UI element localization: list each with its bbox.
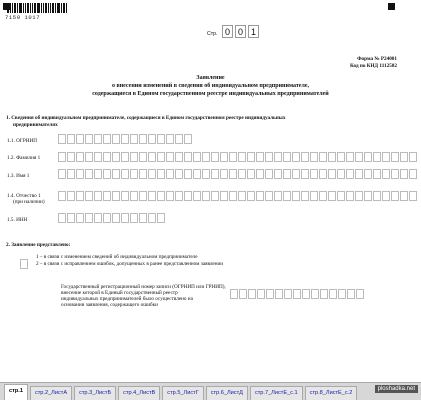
regnum-label-line2: внесение которой в Единый государственный реестр	[61, 290, 178, 296]
inn-input[interactable]	[58, 213, 166, 223]
input-cell[interactable]	[409, 152, 417, 162]
input-cell[interactable]	[247, 191, 255, 201]
input-cell[interactable]	[284, 289, 292, 299]
input-cell[interactable]	[148, 169, 156, 179]
input-cell[interactable]	[248, 289, 256, 299]
input-cell[interactable]	[265, 152, 273, 162]
input-cell[interactable]	[229, 152, 237, 162]
input-cell[interactable]	[166, 134, 174, 144]
input-cell[interactable]	[157, 134, 165, 144]
page-digit: 0	[235, 25, 246, 38]
input-cell[interactable]	[85, 152, 93, 162]
input-cell[interactable]	[220, 169, 228, 179]
input-cell[interactable]	[337, 191, 345, 201]
tab-page5-sheet-g[interactable]: стр.5_ЛистГ	[162, 386, 203, 400]
input-cell[interactable]	[130, 169, 138, 179]
input-cell[interactable]	[283, 169, 291, 179]
tab-page7-sheet-e1[interactable]: стр.7_ЛистЕ_с.1	[250, 386, 303, 400]
barcode-bar	[17, 3, 18, 13]
page-number-cells	[222, 25, 261, 38]
knd-code: Код по КНД 1112502	[350, 63, 397, 69]
input-cell[interactable]	[373, 169, 381, 179]
input-cell[interactable]	[94, 191, 102, 201]
input-cell[interactable]	[175, 134, 183, 144]
input-cell[interactable]	[238, 191, 246, 201]
input-cell[interactable]	[85, 134, 93, 144]
input-cell[interactable]	[391, 191, 399, 201]
input-cell[interactable]	[292, 152, 300, 162]
input-cell[interactable]	[292, 169, 300, 179]
regnum-label: Государственный регистрационный номер записи (ОГРНИП или ГРНИП),	[61, 284, 226, 290]
barcode-bar	[43, 3, 44, 13]
input-cell[interactable]	[67, 213, 75, 223]
input-cell[interactable]	[202, 169, 210, 179]
input-cell[interactable]	[103, 152, 111, 162]
input-cell[interactable]	[139, 169, 147, 179]
input-cell[interactable]	[266, 289, 274, 299]
input-cell[interactable]	[328, 152, 336, 162]
input-cell[interactable]	[265, 191, 273, 201]
barcode-bar	[12, 3, 13, 13]
input-cell[interactable]	[400, 169, 408, 179]
input-cell[interactable]	[184, 152, 192, 162]
field-label-surname: 1.2. Фамилия 1	[7, 155, 41, 161]
field-label-patronymic: 1.4. Отчество 1	[7, 193, 41, 199]
input-cell[interactable]	[400, 152, 408, 162]
input-cell[interactable]	[157, 191, 165, 201]
input-cell[interactable]	[391, 152, 399, 162]
input-cell[interactable]	[274, 191, 282, 201]
input-cell[interactable]	[130, 134, 138, 144]
barcode-bar	[14, 3, 16, 13]
barcode-bar	[41, 3, 42, 13]
input-cell[interactable]	[247, 152, 255, 162]
barcode-bar	[25, 3, 26, 13]
input-cell[interactable]	[274, 152, 282, 162]
input-cell[interactable]	[355, 191, 363, 201]
input-cell[interactable]	[346, 169, 354, 179]
input-cell[interactable]	[184, 134, 192, 144]
input-cell[interactable]	[58, 169, 66, 179]
input-cell[interactable]	[94, 152, 102, 162]
input-cell[interactable]	[400, 191, 408, 201]
input-cell[interactable]	[121, 152, 129, 162]
input-cell[interactable]	[58, 213, 66, 223]
page-digit: 0	[222, 25, 233, 38]
input-cell[interactable]	[67, 134, 75, 144]
input-cell[interactable]	[193, 169, 201, 179]
input-cell[interactable]	[229, 191, 237, 201]
input-cell[interactable]	[130, 191, 138, 201]
input-cell[interactable]	[301, 169, 309, 179]
input-cell[interactable]	[139, 134, 147, 144]
tab-page3-sheet-b[interactable]: стр.3_ЛистБ	[74, 386, 116, 400]
input-cell[interactable]	[220, 152, 228, 162]
input-cell[interactable]	[20, 259, 28, 269]
input-cell[interactable]	[148, 152, 156, 162]
input-cell[interactable]	[328, 169, 336, 179]
input-cell[interactable]	[121, 191, 129, 201]
input-cell[interactable]	[112, 152, 120, 162]
input-cell[interactable]	[256, 169, 264, 179]
input-cell[interactable]	[329, 289, 337, 299]
input-cell[interactable]	[283, 191, 291, 201]
input-cell[interactable]	[230, 289, 238, 299]
ogrnip-input[interactable]	[58, 134, 193, 144]
input-cell[interactable]	[193, 152, 201, 162]
option-2-text: 2 – в связи с исправлением ошибок, допущенных в ранее представленном заявлении	[36, 261, 224, 267]
input-cell[interactable]	[319, 191, 327, 201]
barcode-bar	[66, 3, 67, 13]
input-cell[interactable]	[257, 289, 265, 299]
input-cell[interactable]	[320, 289, 328, 299]
input-cell[interactable]	[274, 169, 282, 179]
barcode-bar	[32, 3, 33, 13]
barcode-number: 7150 1017	[5, 14, 41, 21]
input-cell[interactable]	[302, 289, 310, 299]
barcode-bar	[45, 3, 47, 13]
input-cell[interactable]	[355, 152, 363, 162]
input-cell[interactable]	[148, 134, 156, 144]
input-cell[interactable]	[202, 152, 210, 162]
tab-page4-sheet-v[interactable]: стр.4_ЛистВ	[118, 386, 160, 400]
input-cell[interactable]	[67, 152, 75, 162]
input-cell[interactable]	[94, 134, 102, 144]
input-cell[interactable]	[94, 169, 102, 179]
input-cell[interactable]	[184, 191, 192, 201]
input-cell[interactable]	[247, 169, 255, 179]
input-cell[interactable]	[58, 152, 66, 162]
tab-page1[interactable]: стр.1	[4, 384, 28, 400]
input-cell[interactable]	[346, 191, 354, 201]
input-cell[interactable]	[76, 213, 84, 223]
barcode	[7, 3, 68, 13]
input-cell[interactable]	[364, 169, 372, 179]
input-cell[interactable]	[112, 169, 120, 179]
input-cell[interactable]	[157, 152, 165, 162]
corner-marker-top-left	[3, 3, 10, 10]
reason-code-input[interactable]	[20, 259, 29, 269]
tab-page8-sheet-e2[interactable]: стр.8_ЛистЕ_с.2	[305, 386, 358, 400]
input-cell[interactable]	[292, 191, 300, 201]
input-cell[interactable]	[347, 289, 355, 299]
tab-page2-sheet-a[interactable]: стр.2_ЛистА	[30, 386, 72, 400]
section1-heading: 1. Сведения об индивидуальном предпринимателе, содержащиеся в Едином государственном реестре индивидуальных	[6, 115, 286, 121]
input-cell[interactable]	[139, 152, 147, 162]
input-cell[interactable]	[409, 191, 417, 201]
input-cell[interactable]	[328, 191, 336, 201]
input-cell[interactable]	[355, 169, 363, 179]
input-cell[interactable]	[175, 169, 183, 179]
input-cell[interactable]	[148, 191, 156, 201]
input-cell[interactable]	[76, 134, 84, 144]
input-cell[interactable]	[67, 191, 75, 201]
field-label-inn: 1.5. ИНН	[7, 217, 28, 223]
input-cell[interactable]	[76, 169, 84, 179]
input-cell[interactable]	[76, 152, 84, 162]
regnum-label-line3: индивидуальных предпринимателей было осуществлено на	[61, 296, 193, 302]
input-cell[interactable]	[157, 213, 165, 223]
input-cell[interactable]	[310, 169, 318, 179]
input-cell[interactable]	[211, 191, 219, 201]
input-cell[interactable]	[85, 213, 93, 223]
input-cell[interactable]	[220, 191, 228, 201]
input-cell[interactable]	[301, 191, 309, 201]
input-cell[interactable]	[337, 169, 345, 179]
input-cell[interactable]	[265, 169, 273, 179]
input-cell[interactable]	[139, 213, 147, 223]
input-cell[interactable]	[310, 191, 318, 201]
input-cell[interactable]	[238, 169, 246, 179]
option-1-text: 1 – в связи с изменением сведений об индивидуальном предпринимателе	[36, 254, 198, 260]
input-cell[interactable]	[382, 152, 390, 162]
barcode-bar	[57, 3, 60, 13]
input-cell[interactable]	[130, 152, 138, 162]
input-cell[interactable]	[184, 169, 192, 179]
input-cell[interactable]	[409, 169, 417, 179]
input-cell[interactable]	[166, 191, 174, 201]
sheet-tabs	[0, 382, 421, 400]
tab-page6-sheet-d[interactable]: стр.6_ЛистД	[206, 386, 248, 400]
input-cell[interactable]	[346, 152, 354, 162]
input-cell[interactable]	[121, 169, 129, 179]
input-cell[interactable]	[76, 191, 84, 201]
input-cell[interactable]	[175, 191, 183, 201]
watermark: ploshadka.net	[375, 385, 418, 393]
input-cell[interactable]	[166, 152, 174, 162]
input-cell[interactable]	[382, 169, 390, 179]
input-cell[interactable]	[356, 289, 364, 299]
input-cell[interactable]	[283, 152, 291, 162]
field-sublabel-patronymic: (при наличии)	[13, 199, 45, 205]
barcode-bar	[55, 3, 56, 13]
regnum-input[interactable]	[230, 289, 365, 299]
input-cell[interactable]	[301, 152, 309, 162]
barcode-bar	[34, 3, 36, 13]
input-cell[interactable]	[58, 134, 66, 144]
barcode-bar	[10, 3, 11, 13]
barcode-bar	[19, 3, 22, 13]
input-cell[interactable]	[148, 213, 156, 223]
input-cell[interactable]	[319, 169, 327, 179]
input-cell[interactable]	[364, 191, 372, 201]
input-cell[interactable]	[256, 191, 264, 201]
form-title-line2: о внесении изменений в сведения об индивидуальном предпринимателе,	[111, 83, 309, 89]
input-cell[interactable]	[391, 169, 399, 179]
input-cell[interactable]	[229, 169, 237, 179]
form-title-line3: содержащиеся в Едином государственном реестре индивидуальных предпринимателей	[92, 91, 329, 97]
name-input[interactable]	[58, 169, 418, 179]
input-cell[interactable]	[211, 152, 219, 162]
input-cell[interactable]	[311, 289, 319, 299]
input-cell[interactable]	[337, 152, 345, 162]
input-cell[interactable]	[175, 152, 183, 162]
input-cell[interactable]	[85, 191, 93, 201]
barcode-bar	[27, 3, 29, 13]
input-cell[interactable]	[373, 191, 381, 201]
patronymic-input[interactable]	[58, 191, 418, 201]
input-cell[interactable]	[275, 289, 283, 299]
input-cell[interactable]	[112, 134, 120, 144]
barcode-bar	[37, 3, 40, 13]
input-cell[interactable]	[382, 191, 390, 201]
input-cell[interactable]	[121, 134, 129, 144]
input-cell[interactable]	[238, 152, 246, 162]
corner-marker-top-right	[388, 3, 395, 10]
input-cell[interactable]	[310, 152, 318, 162]
input-cell[interactable]	[373, 152, 381, 162]
input-cell[interactable]	[103, 213, 111, 223]
page-digit: 1	[248, 25, 259, 38]
surname-input[interactable]	[58, 152, 418, 162]
input-cell[interactable]	[67, 169, 75, 179]
input-cell[interactable]	[103, 134, 111, 144]
input-cell[interactable]	[193, 191, 201, 201]
input-cell[interactable]	[338, 289, 346, 299]
regnum-label-line4: основании заявления, содержащего ошибки	[61, 302, 158, 308]
input-cell[interactable]	[103, 191, 111, 201]
input-cell[interactable]	[112, 191, 120, 201]
field-label-ogrnip: 1.1. ОГРНИП	[7, 138, 37, 144]
input-cell[interactable]	[85, 169, 93, 179]
input-cell[interactable]	[256, 152, 264, 162]
barcode-bar	[50, 3, 51, 13]
input-cell[interactable]	[112, 213, 120, 223]
barcode-bar	[61, 3, 62, 13]
input-cell[interactable]	[166, 169, 174, 179]
section1-heading-line2: предпринимателях	[13, 122, 58, 128]
barcode-bar	[30, 3, 31, 13]
input-cell[interactable]	[293, 289, 301, 299]
input-cell[interactable]	[364, 152, 372, 162]
input-cell[interactable]	[319, 152, 327, 162]
form-title: Заявление	[196, 75, 225, 81]
input-cell[interactable]	[58, 191, 66, 201]
input-cell[interactable]	[139, 191, 147, 201]
barcode-bar	[48, 3, 49, 13]
barcode-bar	[23, 3, 24, 13]
input-cell[interactable]	[103, 169, 111, 179]
page-label: Стр.	[207, 31, 218, 37]
input-cell[interactable]	[130, 213, 138, 223]
input-cell[interactable]	[121, 213, 129, 223]
form-code: Форма № Р24001	[357, 56, 397, 62]
input-cell[interactable]	[239, 289, 247, 299]
input-cell[interactable]	[157, 169, 165, 179]
input-cell[interactable]	[94, 213, 102, 223]
barcode-bar	[63, 3, 65, 13]
input-cell[interactable]	[211, 169, 219, 179]
input-cell[interactable]	[202, 191, 210, 201]
section2-heading: 2. Заявление представлено:	[6, 242, 71, 248]
barcode-bar	[52, 3, 54, 13]
field-label-name: 1.3. Имя 1	[7, 173, 30, 179]
